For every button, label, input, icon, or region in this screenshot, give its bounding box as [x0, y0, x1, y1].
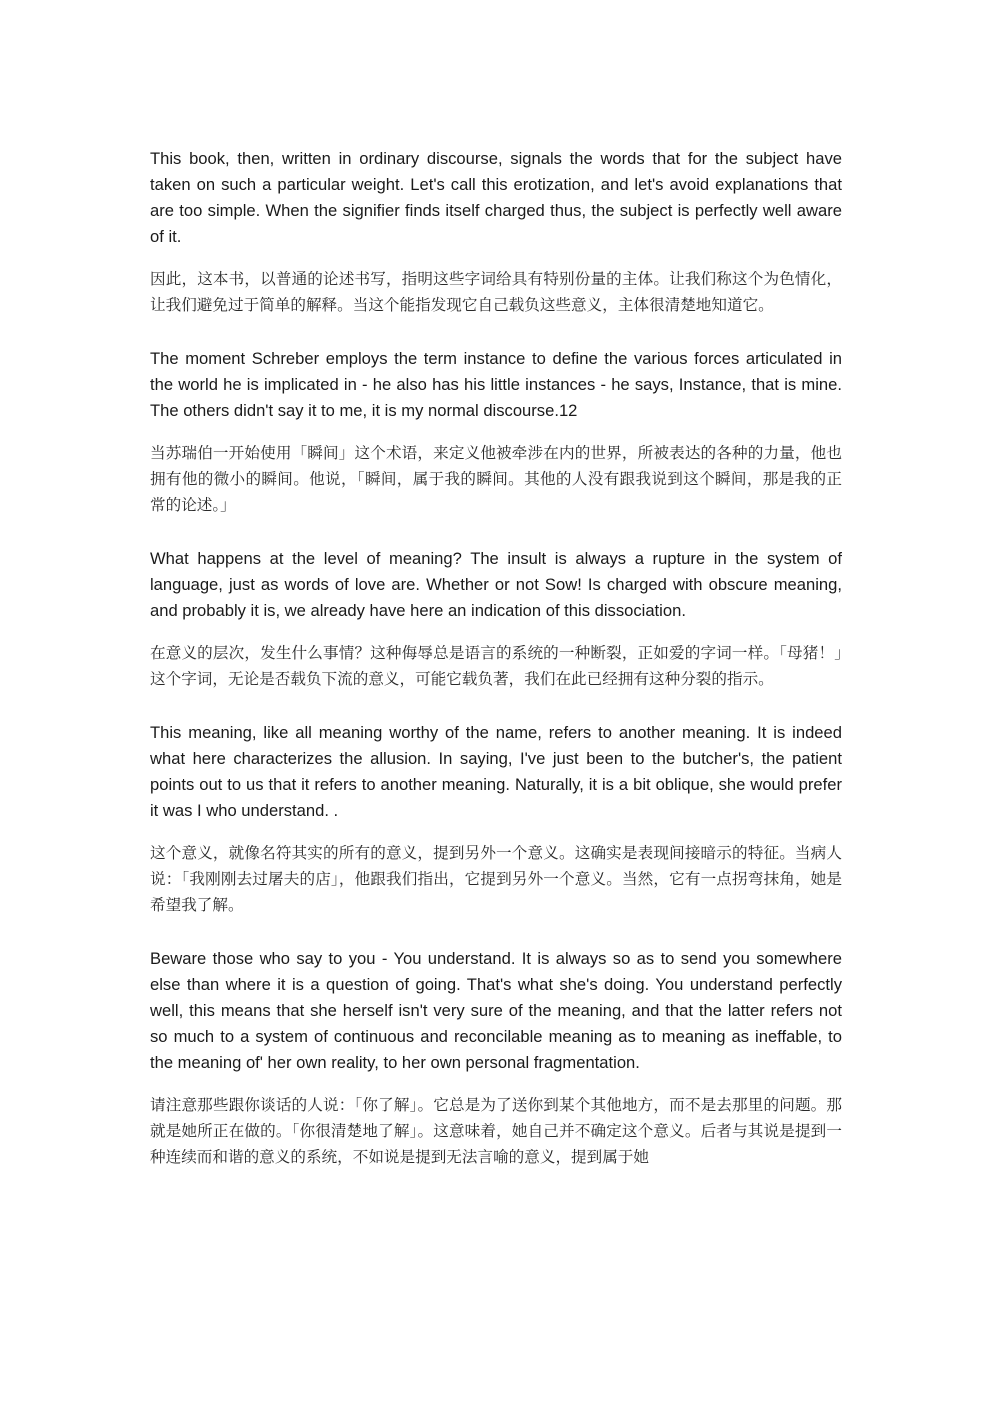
paragraph-chinese-5: 请注意那些跟你谈话的人说：「你了解」。它总是为了送你到某个其他地方，而不是去那里的问题。那就是她所正在做的。「你很清楚地了解」。这意味着，她自己并不确定这个意义。后者与其说是提到一种连续而和谐的意义的系统，不如说是提到无法言喻的意义，提到属于她: [150, 1096, 842, 1166]
paragraph-chinese-1: 因此，这本书，以普通的论述书写，指明这些字词给具有特别份量的主体。让我们称这个为色情化，让我们避免过于简单的解释。当这个能指发现它自己载负这些意义，主体很清楚地知道它。: [150, 270, 842, 314]
paragraph-chinese-4: 这个意义，就像名符其实的所有的意义，提到另外一个意义。这确实是表现间接暗示的特征。当病人说：「我刚刚去过屠夫的店」，他跟我们指出，它提到另外一个意义。当然，它有一点拐弯抹角，她是希望我了解。: [150, 844, 842, 914]
paragraph-english-5: Beware those who say to you - You understand. It is always so as to send you somewhere else than where it is a question of going. That's what she's doing. You understand perfectly well, this means that she herself isn't very sure of the meaning, and that the latter refers not so much to a system of continuous and reconcilable meaning as to meaning as ineffable, to the meaning of' her own reality, to her own personal fragmentation.: [150, 949, 842, 1072]
paragraph-english-2: The moment Schreber employs the term instance to define the various forces articulated in the world he is implicated in - he also has his little instances - he says, Instance, that is mine. The others didn't say it to me, it is my normal discourse.12: [150, 349, 842, 420]
paragraph-chinese-3: 在意义的层次，发生什么事情？这种侮辱总是语言的系统的一种断裂，正如爱的字词一样。「母猪！」这个字词，无论是否载负下流的意义，可能它载负著，我们在此已经拥有这种分裂的指示。: [150, 644, 842, 688]
paragraph-english-3: What happens at the level of meaning? The insult is always a rupture in the system of language, just as words of love are. Whether or not Sow! Is charged with obscure meaning, and probably it is, we already have here an indication of this dissociation.: [150, 549, 842, 620]
document-page: [150, 146, 842, 1170]
paragraph-english-4: This meaning, like all meaning worthy of the name, refers to another meaning. It is indeed what here characterizes the allusion. In saying, I've just been to the butcher's, the patient points out to us that it refers to another meaning. Naturally, it is a bit oblique, she would prefer it was I who understand. .: [150, 723, 842, 820]
paragraph-chinese-2: 当苏瑞伯一开始使用「瞬间」这个术语，来定义他被牵涉在内的世界，所被表达的各种的力量，他也拥有他的微小的瞬间。他说，「瞬间，属于我的瞬间。其他的人没有跟我说到这个瞬间，那是我的正常的论述。」: [150, 444, 842, 514]
paragraph-english-1: This book, then, written in ordinary discourse, signals the words that for the subject have taken on such a particular weight. Let's call this erotization, and let's avoid explanations that are too simple. When the signifier finds itself charged thus, the subject is perfectly well aware of it.: [150, 149, 842, 246]
